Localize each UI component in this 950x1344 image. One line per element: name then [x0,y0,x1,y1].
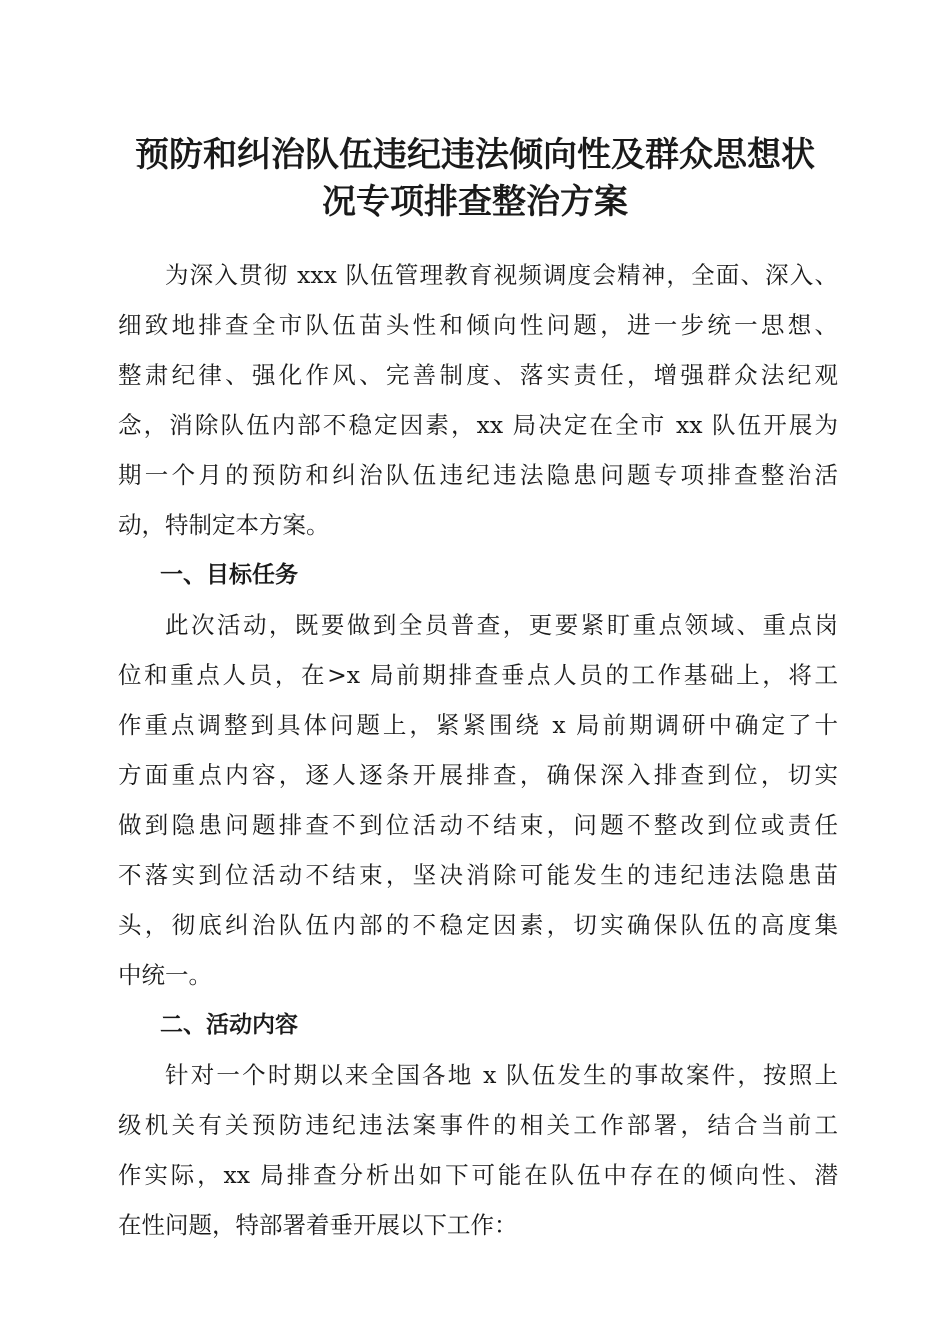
document-body [118,250,838,1250]
paragraph-line: 细致地排查全市队伍苗头性和倾向性问题，进一步统一思想、 [118,311,838,339]
paragraph-goals [118,600,838,1000]
paragraph-line: 作重点调整到具体问题上，紧紧围绕 x 局前期调研中确定了十 [118,711,838,739]
paragraph-line: 整肃纪律、强化作风、完善制度、落实责任，增强群众法纪观 [118,361,838,389]
paragraph-line: 期一个月的预防和纠治队伍违纪违法隐患问题专项排查整治活 [118,461,838,489]
title-line-2: 况专项排查整治方案 [322,182,628,222]
section-heading-activities: 二、活动内容 [160,1012,298,1038]
document-title [100,132,850,226]
paragraph-line: 方面重点内容，逐人逐条开展排查，确保深入排查到位，切实 [118,761,838,789]
paragraph-line: 级机关有关预防违纪违法案事件的相关工作部署，结合当前工 [118,1111,838,1139]
title-line-1: 预防和纠治队伍违纪违法倾向性及群众思想状 [135,135,815,175]
paragraph-line: 不落实到位活动不结束，坚决消除可能发生的违纪违法隐患苗 [118,861,838,889]
paragraph-activities [118,1050,838,1250]
paragraph-line: 为深入贯彻 xxx 队伍管理教育视频调度会精神，全面、深入、 [165,261,838,289]
paragraph-line: 作实际，xx 局排查分析出如下可能在队伍中存在的倾向性、潜 [118,1161,838,1189]
paragraph-line: 头，彻底纠治队伍内部的不稳定因素，切实确保队伍的高度集 [118,911,838,939]
section-heading-goals: 一、目标任务 [160,562,298,588]
paragraph-line: 位和重点人员，在>x 局前期排查垂点人员的工作基础上，将工 [118,661,838,689]
paragraph-line: 在性问题，特部署着垂开展以下工作： [118,1211,518,1239]
paragraph-line: 念，消除队伍内部不稳定因素，xx 局决定在全市 xx 队伍开展为 [118,411,838,439]
paragraph-line: 中统一。 [118,961,212,989]
paragraph-line: 动，特制定本方案。 [118,511,330,539]
paragraph-line: 此次活动，既要做到全员普查，更要紧盯重点领域、重点岗 [165,611,838,639]
paragraph-line: 针对一个时期以来全国各地 x 队伍发生的事故案件，按照上 [165,1061,838,1089]
paragraph-intro [118,250,838,550]
paragraph-line: 做到隐患问题排查不到位活动不结束，问题不整改到位或责任 [118,811,838,839]
